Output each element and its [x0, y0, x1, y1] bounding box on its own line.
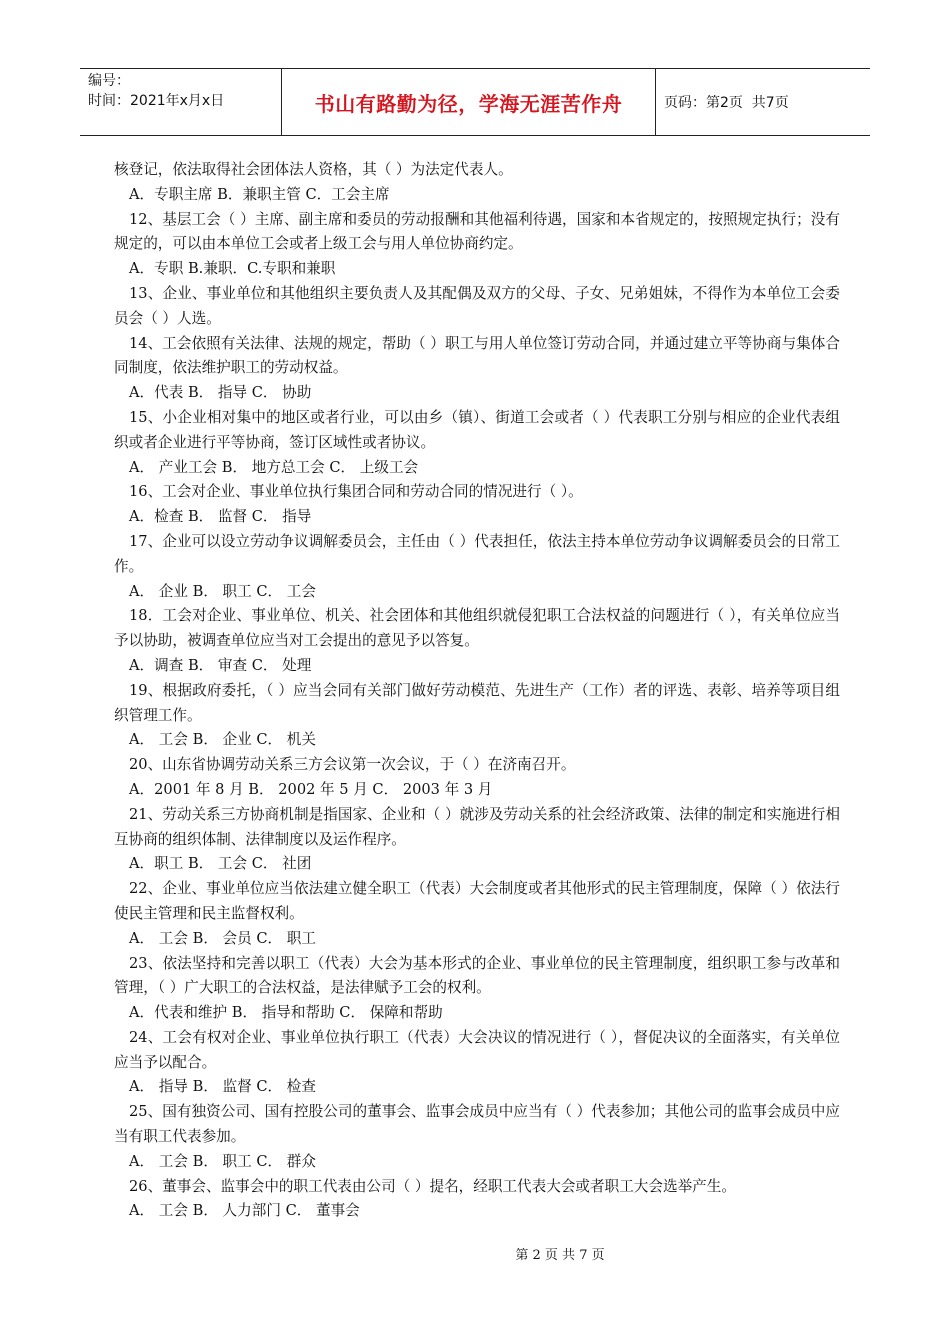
answer-options: A．代表和维护 B． 指导和帮助 C． 保障和帮助	[129, 1004, 443, 1022]
question-text: 15、小企业相对集中的地区或者行业，可以由乡（镇）、街道工会或者（ ）代表职工分别与相应的企业代表组织或者企业进行平等协商，签订区域性或者协议。	[114, 408, 840, 451]
answer-options: A． 指导 B． 监督 C． 检查	[129, 1078, 316, 1096]
answer-options: A．专职 B.兼职．C.专职和兼职	[129, 260, 336, 278]
header-page-label: 页码：第2页 共7页	[664, 95, 789, 111]
document-date-label: 时间：2021年x月x日	[88, 93, 225, 109]
question-text: 22、企业、事业单位应当依法建立健全职工（代表）大会制度或者其他形式的民主管理制度，保障（ ）依法行使民主管理和民主监督权利。	[114, 880, 840, 922]
answer-options: A．代表 B． 指导 C． 协助	[129, 384, 312, 402]
header-motto: 书山有路勤为径，学海无涯苦作舟	[314, 91, 623, 116]
document-body	[114, 158, 840, 1224]
question-text: 17、企业可以设立劳动争议调解委员会，主任由（ ）代表担任，依法主持本单位劳动争议调解委员会的日常工作。	[114, 532, 840, 575]
page-header	[80, 68, 870, 136]
question-text: 13、企业、事业单位和其他组织主要负责人及其配偶及双方的父母、子女、兄弟姐妹，不得作为本单位工会委员会（ ）人选。	[114, 284, 840, 327]
document-number-label: 编号：	[88, 73, 130, 89]
answer-options: A．检查 B． 监督 C． 指导	[129, 508, 312, 526]
answer-options: A． 工会 B． 会员 C． 职工	[129, 929, 316, 947]
question-text: 16、工会对企业、事业单位执行集团合同和劳动合同的情况进行（ ）。	[129, 483, 583, 501]
question-text: 20、山东省协调劳动关系三方会议第一次会议，于（ ）在济南召开。	[129, 756, 576, 774]
question-text: 12、基层工会（ ）主席、副主席和委员的劳动报酬和其他福利待遇，国家和本省规定的，按照规定执行；没有规定的，可以由本单位工会或者上级工会与用人单位协商约定。	[114, 210, 840, 253]
answer-options: A． 企业 B． 职工 C． 工会	[129, 582, 316, 600]
answer-options: A．调查 B． 审查 C． 处理	[129, 656, 312, 674]
footer-page-number: 第 2 页 共 7 页	[515, 1248, 605, 1263]
question-text: 14、工会依照有关法律、法规的规定，帮助（ ）职工与用人单位签订劳动合同，并通过建立平等协商与集体合同制度，依法维护职工的劳动权益。	[114, 334, 840, 377]
answer-options: A． 工会 B． 职工 C． 群众	[129, 1152, 316, 1170]
header-page-cell	[656, 69, 870, 135]
answer-options: A． 工会 B． 人力部门 C． 董事会	[129, 1202, 360, 1220]
header-motto-cell	[282, 69, 656, 135]
answer-options: A．2001 年 8 月 B． 2002 年 5 月 C． 2003 年 3 月	[129, 780, 493, 798]
page-footer	[0, 1244, 950, 1263]
question-text: 核登记，依法取得社会团体法人资格，其（ ）为法定代表人。	[114, 161, 513, 178]
header-meta-cell	[80, 69, 282, 135]
answer-options: A．职工 B． 工会 C． 社团	[129, 855, 312, 873]
question-text: 18．工会对企业、事业单位、机关、社会团体和其他组织就侵犯职工合法权益的问题进行（ ），有关单位应当予以协助，被调查单位应当对工会提出的意见予以答复。	[114, 607, 840, 650]
question-text: 24、工会有权对企业、事业单位执行职工（代表）大会决议的情况进行（ ），督促决议的全面落实，有关单位应当予以配合。	[114, 1028, 840, 1071]
answer-options: A． 产业工会 B． 地方总工会 C． 上级工会	[129, 458, 419, 476]
question-text: 19、根据政府委托，（ ）应当会同有关部门做好劳动模范、先进生产（工作）者的评选、表彰、培养等项目组织管理工作。	[114, 681, 840, 724]
answer-options: A．专职主席 B．兼职主管 C．工会主席	[129, 185, 390, 203]
answer-options: A． 工会 B． 企业 C． 机关	[129, 731, 316, 749]
question-text: 23、依法坚持和完善以职工（代表）大会为基本形式的企业、事业单位的民主管理制度，组织职工参与改革和管理，（ ）广大职工的合法权益，是法律赋予工会的权利。	[114, 954, 840, 997]
question-text: 25、国有独资公司、国有控股公司的董事会、监事会成员中应当有（ ）代表参加；其他公司的监事会成员中应当有职工代表参加。	[114, 1103, 840, 1146]
question-text: 26、董事会、监事会中的职工代表由公司（ ）提名，经职工代表大会或者职工大会选举产生。	[129, 1177, 736, 1195]
question-text: 21、劳动关系三方协商机制是指国家、企业和（ ）就涉及劳动关系的社会经济政策、法律的制定和实施进行相互协商的组织体制、法律制度以及运作程序。	[114, 805, 840, 848]
